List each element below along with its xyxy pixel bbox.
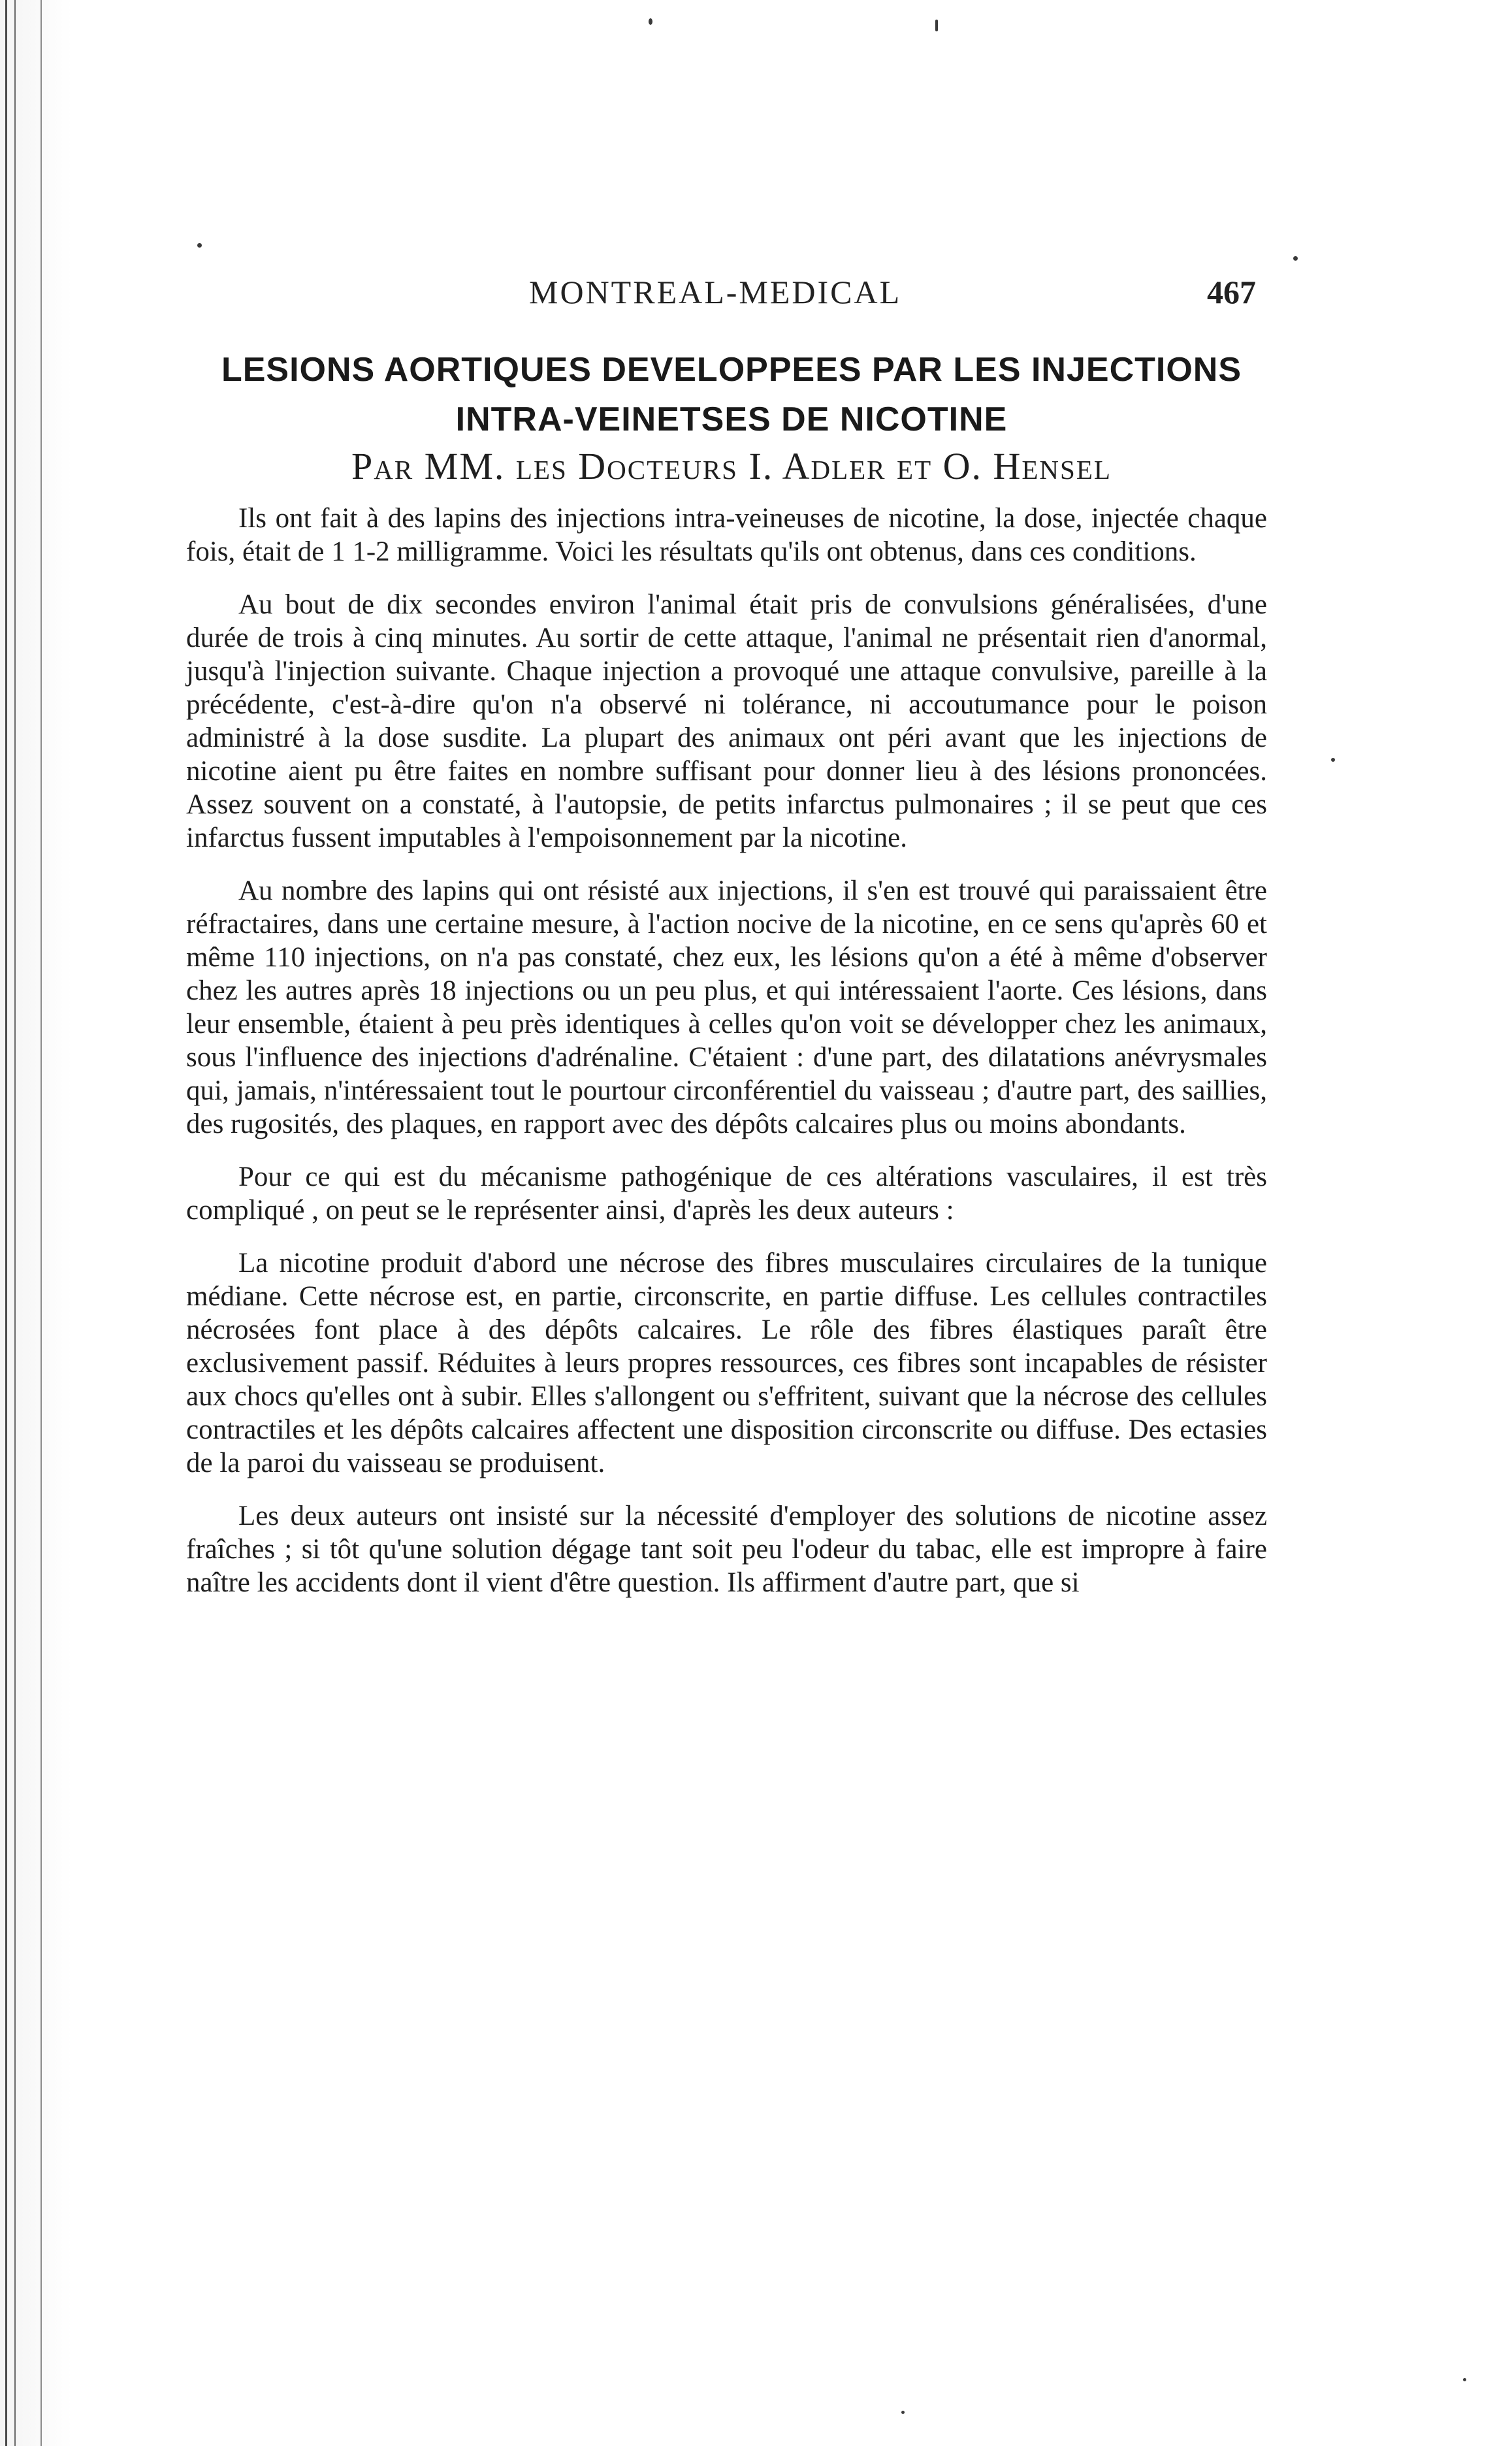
paragraph: Au nombre des lapins qui ont résisté aux injections, il s'en est trouvé qui paraissaient être réfractaires, dans une certaine mesure, à l'action nocive de la nicotine, en ce sens qu'après 60 et même 110 injections, on n'a pas constaté, chez eux, les lésions qu'on a été à même d'observer chez les autres après 18 injections ou un peu plus, et qui intéressaient l'aorte. Ces lésions, dans leur ensemble, étaient à peu près identiques à celles qu'on voit se développer chez les animaux, sous l'influence des injections d'adrénaline. C'étaient : d'une part, des dilatations anévrysmales qui, jamais, n'intéressaient tout le pourtour circonférentiel du vaisseau ; d'autre part, des saillies, des rugosités, des plaques, en rapport avec des dépôts calcaires plus ou moins abondants.: [186, 875, 1267, 1139]
binding-line: [14, 0, 16, 2446]
paragraph: Les deux auteurs ont insisté sur la nécessité d'employer des solutions de nicotine assez fraîches ; si tôt qu'une solution dégage tant soit peu l'odeur du tabac, elle est impropre à faire naître les accidents dont il vient d'être question. Ils affirment d'autre part, que si: [186, 1501, 1267, 1598]
scan-speck: [197, 243, 202, 248]
paragraph: La nicotine produit d'abord une nécrose des fibres musculaires circulaires de la tunique médiane. Cette nécrose est, en partie, circonscrite, en partie diffuse. Les cellules contractiles nécrosées font place à des dépôts calcaires. Le rôle des fibres élastiques paraît être exclusivement passif. Réduites à leurs propres ressources, ces fibres sont incapables de résister aux chocs qu'elles ont à subir. Elles s'allongent ou s'effritent, suivant que la nécrose des cellules contractiles et les dépôts calcaires affectent une disposition circonscrite ou diffuse. Des ectasies de la paroi du vaisseau se produisent.: [186, 1248, 1267, 1478]
paragraph: Ils ont fait à des lapins des injections intra-veineuses de nicotine, la dose, injectée chaque fois, était de 1 1-2 milligramme. Voici les résultats qu'ils ont obtenus, dans ces conditions.: [186, 503, 1267, 567]
scan-speck: [1293, 256, 1298, 261]
binding-line: [40, 0, 42, 2446]
author-byline: Par MM. les Docteurs I. Adler et O. Hensel: [351, 445, 1112, 487]
scan-speck: [935, 20, 938, 31]
page-number: 467: [1207, 274, 1256, 310]
scan-speck: [649, 18, 652, 25]
paragraph: Au bout de dix secondes environ l'animal était pris de convulsions généralisées, d'une durée de trois à cinq minutes. Au sortir de cette attaque, l'animal ne présentait rien d'anormal, jusqu'à l'injection suivante. Chaque injection a provoqué une attaque convulsive, pareille à la précédente, c'est-à-dire qu'on n'a observé ni tolérance, ni accoutumance pour le poison administré à la dose susdite. La plupart des animaux ont péri avant que les injections de nicotine aient pu être faites en nombre suffisant pour donner lieu à des lésions prononcées. Assez souvent on a constaté, à l'autopsie, de petits infarctus pulmonaires ; il se peut que ces infarctus fussent imputables à l'empoisonnement par la nicotine.: [186, 589, 1267, 853]
scan-speck: [1331, 758, 1335, 762]
binding-line: [5, 0, 7, 2446]
article-title-line: LESIONS AORTIQUES DEVELOPPEES PAR LES INJECTIONS: [221, 351, 1242, 389]
running-head: MONTREAL-MEDICAL: [529, 274, 902, 310]
article-title: [189, 345, 1274, 444]
article-body: [186, 502, 1267, 1619]
article-title-line: INTRA-VEINETSES DE NICOTINE: [455, 400, 1008, 438]
scan-speck: [901, 2411, 905, 2414]
scan-speck: [1463, 2378, 1466, 2381]
paragraph: Pour ce qui est du mécanisme pathogénique de ces altérations vasculaires, il est très compliqué , on peut se le représenter ainsi, d'après les deux auteurs :: [186, 1162, 1267, 1226]
page-binding-edge: [0, 0, 72, 2446]
